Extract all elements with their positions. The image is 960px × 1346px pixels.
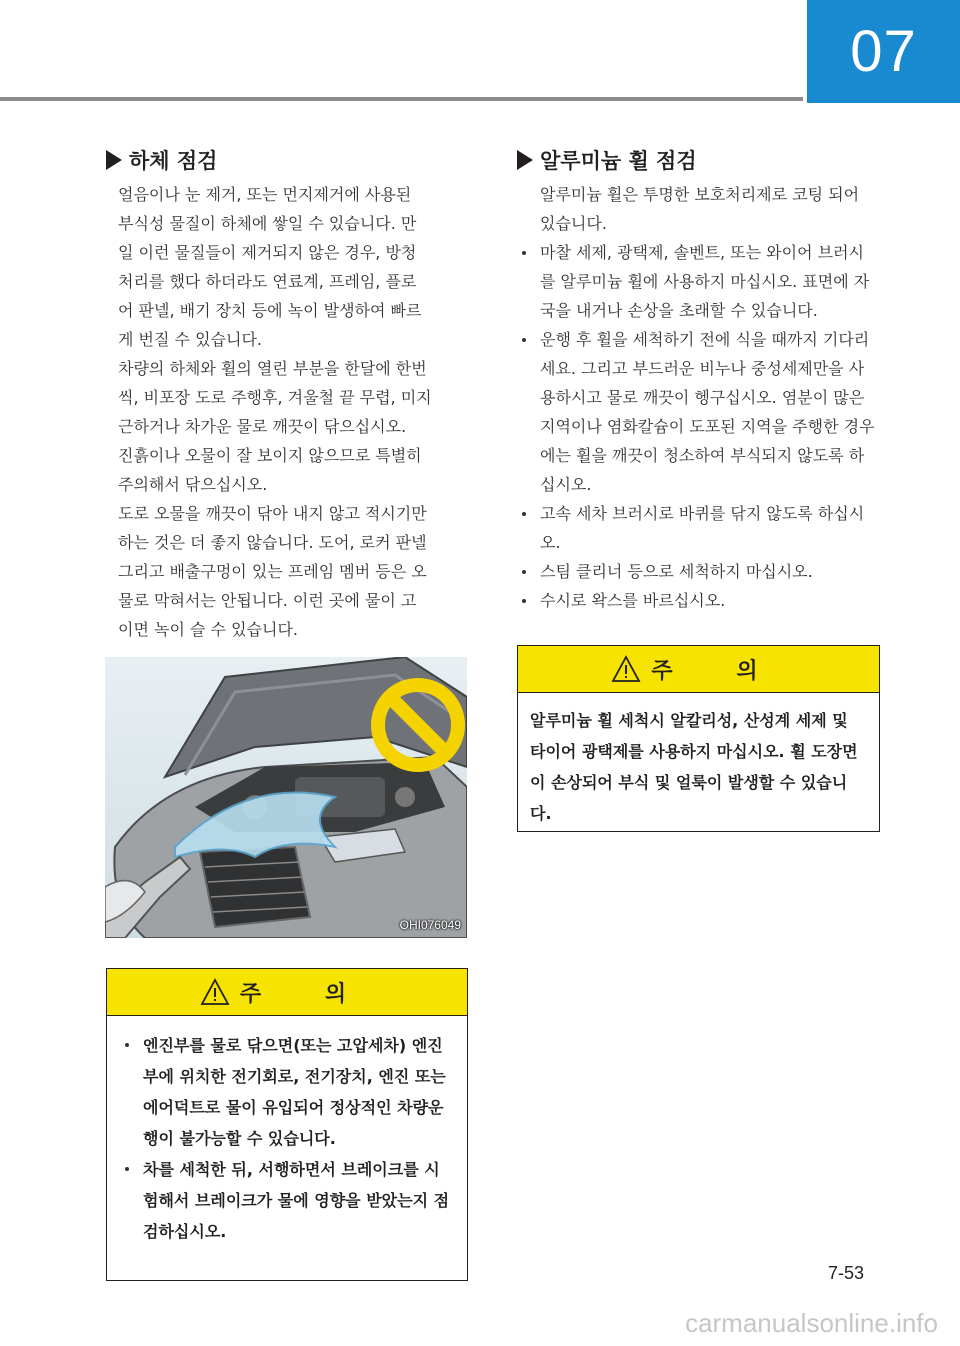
text-line: 이면 녹이 슬 수 있습니다. [118,620,298,639]
wheel-bullet-item: 수시로 왁스를 바르십시오. [516,586,878,615]
watermark: carmanualsonline.info [685,1307,938,1338]
wheel-section-body [540,180,878,615]
wheel-bullet-item: 운행 후 휠을 세척하기 전에 식을 때까지 기다리세요. 그리고 부드러운 비누나 중성세제만을 사용하시고 물로 깨끗이 헹구십시오. 염분이 많은 지역이나 염화칼슘이 도포된 지역을 주행한 경우에는 휠을 깨끗이 청소하여 부식되지 않도록 하십시오. [516,325,878,499]
underbody-paragraph-1 [118,180,468,354]
caution-list [119,1030,455,1247]
text-line: 물로 막혀서는 안됩니다. 이런 곳에 물이 고 [118,591,417,610]
wheel-bullets [516,238,878,615]
chapter-tab: 07 [807,0,960,103]
car-engine-illustration [105,657,467,938]
text-line: 도로 오물을 깨끗이 닦아 내지 않고 적시기만 [118,504,427,523]
triangle-marker-icon [517,150,533,170]
caution-header [107,969,467,1016]
text-line: 진흙이나 오물이 잘 보이지 않으므로 특별히 [118,446,422,465]
caution-text: 알루미늄 휠 세척시 알칼리성, 산성계 세제 및 타이어 광택제를 사용하지 마십시오. 휠 도장면이 손상되어 부식 및 얼룩이 발생할 수 있습니다. [530,711,858,823]
section-title-text: 알루미늄 휠 점검 [540,149,697,173]
caution-item: 엔진부를 물로 닦으면(또는 고압세차) 엔진부에 위치한 전기회로, 전기장치, 엔진 또는 에어덕트로 물이 유입되어 정상적인 차량운행이 불가능할 수 있습니다. [119,1030,455,1154]
text-line: 하는 것은 더 좋지 않습니다. 도어, 로커 판넬 [118,533,427,552]
text-line: 얼음이나 눈 제거, 또는 먼지제거에 사용된 [118,185,412,204]
text-line: 차량의 하체와 휠의 열린 부분을 한달에 한번 [118,359,427,378]
wheel-bullet-item: 스팀 클리너 등으로 세척하지 마십시오. [516,557,878,586]
underbody-paragraph-2 [118,354,468,644]
engine-wash-illustration [105,657,467,938]
text-line: 부식성 물질이 하체에 쌓일 수 있습니다. 만 [118,214,417,233]
caution-header [518,646,879,693]
caution-title: 주 의 [239,981,375,1007]
caution-item: 차를 세척한 뒤, 서행하면서 브레이크를 시험해서 브레이크가 물에 영향을 받았는지 점검하십시오. [119,1154,455,1247]
text-line: 처리를 했다 하더라도 연료계, 프레임, 플로 [118,272,417,291]
wheel-bullet-item: 고속 세차 브러시로 바퀴를 닦지 않도록 하십시오. [516,499,878,557]
header-rule [0,97,803,101]
section-title-underbody [106,145,217,175]
triangle-marker-icon [106,150,122,170]
figure-code: OHI076049 [399,918,461,932]
caution-title: 주 의 [651,658,786,684]
caution-body [518,693,879,841]
wheel-bullet-item: 마찰 세제, 광택제, 솔벤트, 또는 와이어 브러시를 알루미늄 휠에 사용하지 마십시오. 표면에 자국을 내거나 손상을 초래할 수 있습니다. [516,238,878,325]
caution-box-wheel [517,645,880,832]
warning-triangle-icon [200,978,230,1006]
caution-body [107,1016,467,1257]
text-line: 일 이런 물질들이 제거되지 않은 경우, 방청 [118,243,417,262]
text-line: 근하거나 차가운 물로 깨끗이 닦으십시오. [118,417,407,436]
text-line: 주의해서 닦으십시오. [118,475,268,494]
page-number: 7-53 [828,1263,865,1283]
text-line: 그리고 배출구멍이 있는 프레임 멤버 등은 오 [118,562,427,581]
warning-triangle-icon [611,655,641,683]
wheel-intro: 알루미늄 휠은 투명한 보호처리제로 코팅 되어 있습니다. [540,185,860,233]
text-line: 게 번질 수 있습니다. [118,330,262,349]
caution-box-engine [106,968,468,1281]
section-title-aluminum-wheel [517,145,697,175]
section-title-text: 하체 점검 [129,149,218,173]
text-line: 씩, 비포장 도로 주행후, 겨울철 끝 무렵, 미지 [118,388,432,407]
text-line: 어 판넬, 배기 장치 등에 녹이 발생하여 빠르 [118,301,422,320]
